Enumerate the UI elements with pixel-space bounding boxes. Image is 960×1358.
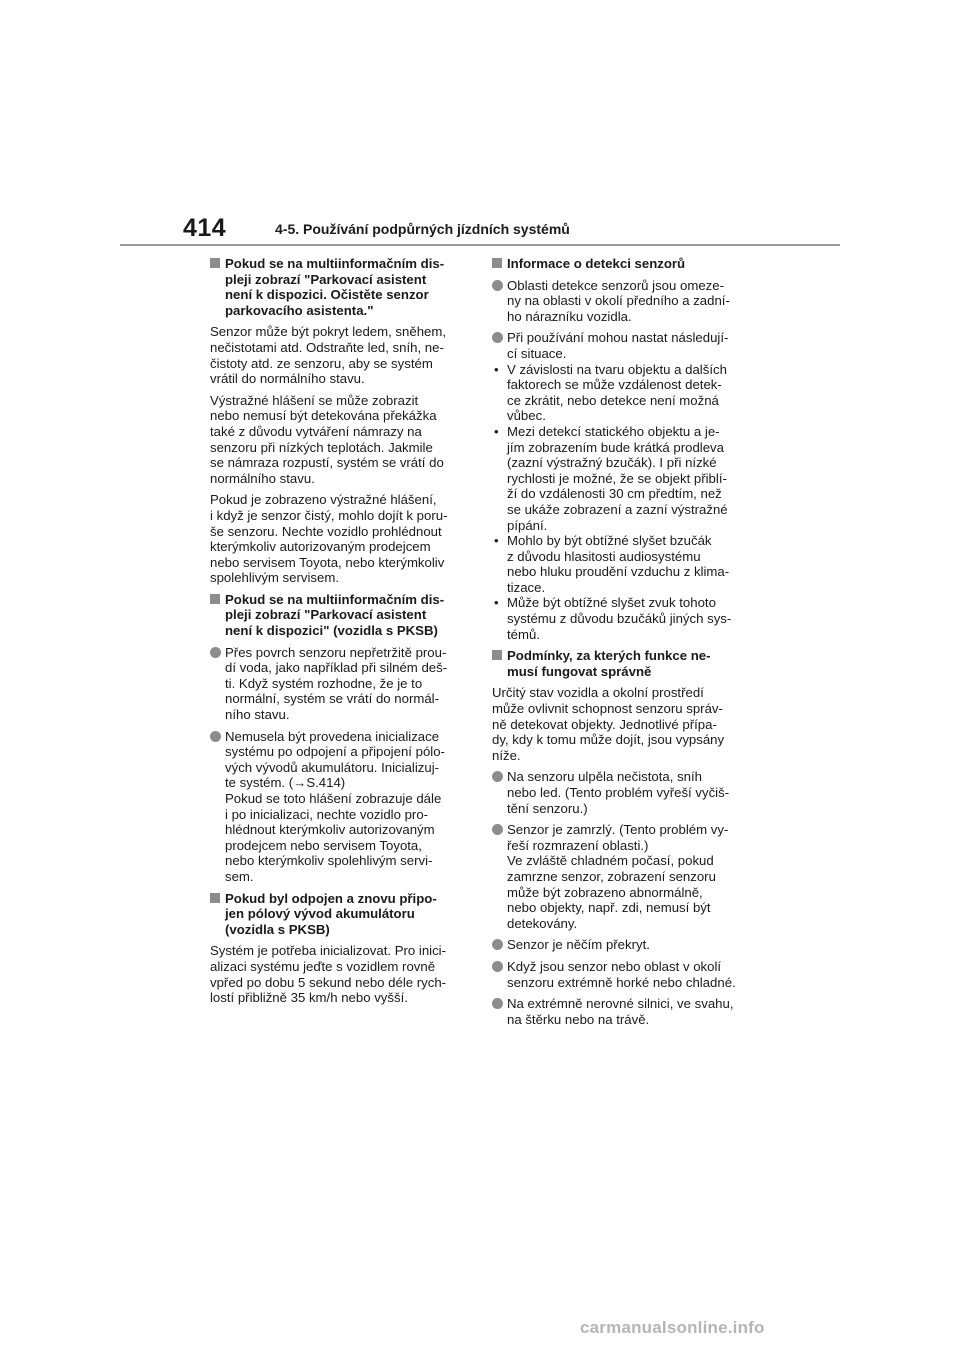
- section-heading: [492, 256, 749, 272]
- text-line: čistoty atd. ze senzoru, aby se systém: [210, 355, 433, 371]
- text-line: vpřed po dobu 5 sekund nebo déle rych-: [210, 974, 447, 990]
- watermark: carmanualsonline.info: [580, 1318, 765, 1337]
- circle-bullet-icon: [492, 332, 503, 343]
- bullet-item: [492, 996, 749, 1027]
- text-line: vrátil do normálního stavu.: [210, 371, 365, 387]
- text-line: faktorech se může vzdálenost detek-: [507, 377, 722, 393]
- text-line: ně detekovat objekty. Jednotlivé přípa-: [492, 716, 717, 732]
- dot-bullet-icon: •: [494, 533, 499, 549]
- text-line: sem.: [225, 868, 254, 884]
- bullet-item: [492, 278, 749, 325]
- text-line: Když jsou senzor nebo oblast v okolí: [507, 958, 722, 974]
- circle-bullet-icon: [210, 731, 221, 742]
- paragraph: [210, 393, 467, 487]
- text-line: jím zobrazením bude krátká prodleva: [507, 439, 724, 455]
- sub-list-item: [492, 533, 749, 595]
- text-line: Pokud se na multiinformačním dis-: [225, 591, 445, 607]
- text-line: spolehlivým servisem.: [210, 570, 339, 586]
- text-line: pípání.: [507, 517, 548, 533]
- text-line: Pokud se toto hlášení zobrazuje dále: [225, 791, 442, 806]
- bullet-item: [492, 822, 749, 931]
- text-line: senzoru extrémně horké nebo chladné.: [507, 974, 736, 990]
- text-line: Mezi detekcí statického objektu a je-: [507, 423, 720, 439]
- text-line: dí voda, jako například při silném deš-: [225, 660, 448, 676]
- circle-bullet-icon: [492, 961, 503, 972]
- text-line: Určitý stav vozidla a okolní prostředí: [492, 685, 704, 701]
- text-line: (vozidla s PKSB): [225, 921, 330, 937]
- text-line: lostí přibližně 35 km/h nebo vyšší.: [210, 990, 408, 1006]
- text-line: Senzor je zamrzlý. (Tento problém vy-: [507, 822, 729, 838]
- text-line: ti. Když systém rozhodne, že je to: [225, 675, 423, 691]
- circle-bullet-icon: [492, 824, 503, 835]
- text-line: nebo nemusí být detekována překážka: [210, 408, 437, 424]
- sub-list-item: [492, 424, 749, 533]
- bullet-item: [210, 729, 467, 885]
- square-bullet-icon: [210, 893, 220, 903]
- text-line: Ve zvláště chladném počasí, pokud: [507, 853, 714, 869]
- text-line: níže.: [492, 747, 521, 763]
- text-line: systému po odpojení a připojení pólo-: [225, 744, 445, 760]
- text-line: nebo hluku proudění vzduchu z klima-: [507, 564, 730, 580]
- text-line: Výstražné hlášení se může zobrazit: [210, 392, 419, 408]
- dot-bullet-icon: •: [494, 423, 499, 439]
- paragraph: [210, 492, 467, 586]
- text-line: není k dispozici. Očistěte senzor: [225, 287, 429, 303]
- text-line: pleji zobrazí "Parkovací asistent: [225, 271, 427, 287]
- text-line: se ukáže zobrazení a zazní výstražné: [507, 501, 728, 517]
- text-line: alizaci systému jeďte s vozidlem rovně: [210, 958, 436, 974]
- text-line: normální, systém se vrátí do normál-: [225, 691, 440, 707]
- text-line: Může být obtížné slyšet zvuk tohoto: [507, 595, 716, 611]
- text-line: může ovlivnit schopnost senzoru správ-: [492, 701, 723, 717]
- sub-list-item: [492, 362, 749, 424]
- bullet-item: [492, 959, 749, 990]
- text-line: Přes povrch senzoru nepřetržitě prou-: [225, 644, 447, 660]
- square-bullet-icon: [210, 594, 220, 604]
- circle-bullet-icon: [492, 939, 503, 950]
- circle-bullet-icon: [492, 771, 503, 782]
- text-line: kterýmkoliv autorizovaným prodejcem: [210, 539, 431, 555]
- text-line: Pokud byl odpojen a znovu připo-: [225, 890, 437, 906]
- text-line: Systém je potřeba inicializovat. Pro inici-: [210, 943, 447, 959]
- left-column: [210, 256, 467, 1012]
- text-line: Senzor může být pokryt ledem, sněhem,: [210, 324, 447, 340]
- text-line: te systém. (→S.414): [225, 775, 346, 791]
- circle-bullet-icon: [492, 998, 503, 1009]
- text-line: tizace.: [507, 579, 546, 595]
- sub-list: [492, 362, 749, 643]
- text-line: nebo objekty, např. zdi, nemusí být: [507, 900, 711, 916]
- square-bullet-icon: [492, 258, 502, 268]
- paragraph: [210, 943, 467, 1005]
- bullet-item: [210, 645, 467, 723]
- text-line: Na extrémně nerovné silnici, ve svahu,: [507, 996, 734, 1012]
- text-line: V závislosti na tvaru objektu a dalších: [507, 361, 727, 377]
- text-line: řeší rozmrazení oblasti.): [507, 837, 649, 853]
- text-line: ho nárazníku vozidla.: [507, 308, 632, 324]
- text-line: tění senzoru.): [507, 800, 588, 816]
- text-line: vých vývodů akumulátoru. Inicializuj-: [225, 759, 440, 775]
- bullet-item: [492, 937, 749, 953]
- text-line: nečistotami atd. Odstraňte led, sníh, ne-: [210, 339, 444, 355]
- text-line: detekovány.: [507, 915, 578, 931]
- text-line: Pokud se na multiinformačním dis-: [225, 256, 445, 271]
- section-heading: [210, 256, 467, 318]
- text-line: prodejcem nebo servisem Toyota,: [225, 837, 422, 853]
- text-line: nebo kterýmkoliv spolehlivým servi-: [225, 853, 433, 869]
- text-line: i když je senzor čistý, mohlo dojít k poru-: [210, 507, 448, 523]
- text-line: Mohlo by být obtížné slyšet bzučák: [507, 533, 712, 549]
- text-line: senzoru při nízkých teplotách. Jakmile: [210, 439, 433, 455]
- text-line: nebo servisem Toyota, nebo kterýmkoliv: [210, 554, 445, 570]
- text-line: rychlosti je možné, že se objekt přiblí-: [507, 470, 727, 486]
- text-line: (zazní výstražný bzučák). I při nízké: [507, 455, 717, 471]
- text-line: dy, kdy k tomu může dojít, jsou vypsány: [492, 732, 725, 748]
- text-line: cí situace.: [507, 345, 567, 361]
- text-line: nebo led. (Tento problém vyřeší vyčiš-: [507, 785, 730, 800]
- section-heading: [210, 891, 467, 938]
- square-bullet-icon: [210, 258, 220, 268]
- text-line: ce zkrátit, nebo detekce není možná: [507, 392, 719, 408]
- text-line: normálního stavu.: [210, 470, 315, 486]
- dot-bullet-icon: •: [494, 361, 499, 377]
- text-line: Senzor je něčím překryt.: [507, 937, 650, 953]
- text-line: ží do vzdálenosti 30 cm předtím, než: [507, 486, 722, 502]
- text-line: se námraza rozpustí, systém se vrátí do: [210, 455, 444, 471]
- text-line: hlédnout kterýmkoliv autorizovaným: [225, 822, 435, 838]
- page-header: [183, 214, 840, 248]
- text-line: parkovacího asistenta.": [225, 302, 374, 318]
- text-line: systému z důvodu bzučáků jiných sys-: [507, 611, 732, 627]
- text-line: i po inicializaci, nechte vozidlo pro-: [225, 806, 429, 822]
- text-line: z důvodu hlasitosti audiosystému: [507, 548, 701, 564]
- text-line: Oblasti detekce senzorů jsou omeze-: [507, 277, 724, 293]
- bullet-item: [492, 769, 749, 816]
- text-line: Na senzoru ulpěla nečistota, sníh: [507, 769, 702, 785]
- header-divider: [120, 244, 840, 246]
- text-line: Při používání mohou nastat následují-: [507, 330, 729, 346]
- text-line: vůbec.: [507, 408, 546, 424]
- text-line: ního stavu.: [225, 707, 290, 723]
- sub-list-item: [492, 595, 749, 642]
- square-bullet-icon: [492, 650, 502, 660]
- text-line: zamrzne senzor, zobrazení senzoru: [507, 868, 716, 884]
- paragraph: [210, 324, 467, 386]
- text-line: Podmínky, za kterých funkce ne-: [507, 648, 711, 664]
- text-line: ny na oblasti v okolí předního a zadní-: [507, 293, 730, 309]
- page-number: 414: [183, 214, 227, 242]
- text-line: jen pólový vývod akumulátoru: [225, 906, 415, 922]
- right-column: [492, 256, 749, 1033]
- circle-bullet-icon: [492, 280, 503, 291]
- text-line: může být zobrazeno abnormálně,: [507, 884, 703, 900]
- circle-bullet-icon: [210, 647, 221, 658]
- text-line: na štěrku nebo na trávě.: [507, 1011, 650, 1027]
- section-heading: [492, 648, 749, 679]
- text-line: také z důvodu vytváření námrazy na: [210, 423, 422, 439]
- text-line: Nemusela být provedena inicializace: [225, 728, 440, 744]
- dot-bullet-icon: •: [494, 595, 499, 611]
- section-heading: [210, 592, 467, 639]
- text-line: není k dispozici" (vozidla s PKSB): [225, 623, 438, 639]
- text-line: pleji zobrazí "Parkovací asistent: [225, 607, 427, 623]
- text-line: témů.: [507, 626, 540, 642]
- paragraph: [492, 685, 749, 763]
- bullet-item: [492, 330, 749, 361]
- text-line: musí fungovat správně: [507, 663, 652, 679]
- text-line: še senzoru. Nechte vozidlo prohlédnout: [210, 523, 442, 539]
- text-line: Pokud je zobrazeno výstražné hlášení,: [210, 492, 437, 508]
- text-line: Informace o detekci senzorů: [507, 256, 686, 271]
- chapter-title: 4-5. Používání podpůrných jízdních systémů: [275, 221, 570, 237]
